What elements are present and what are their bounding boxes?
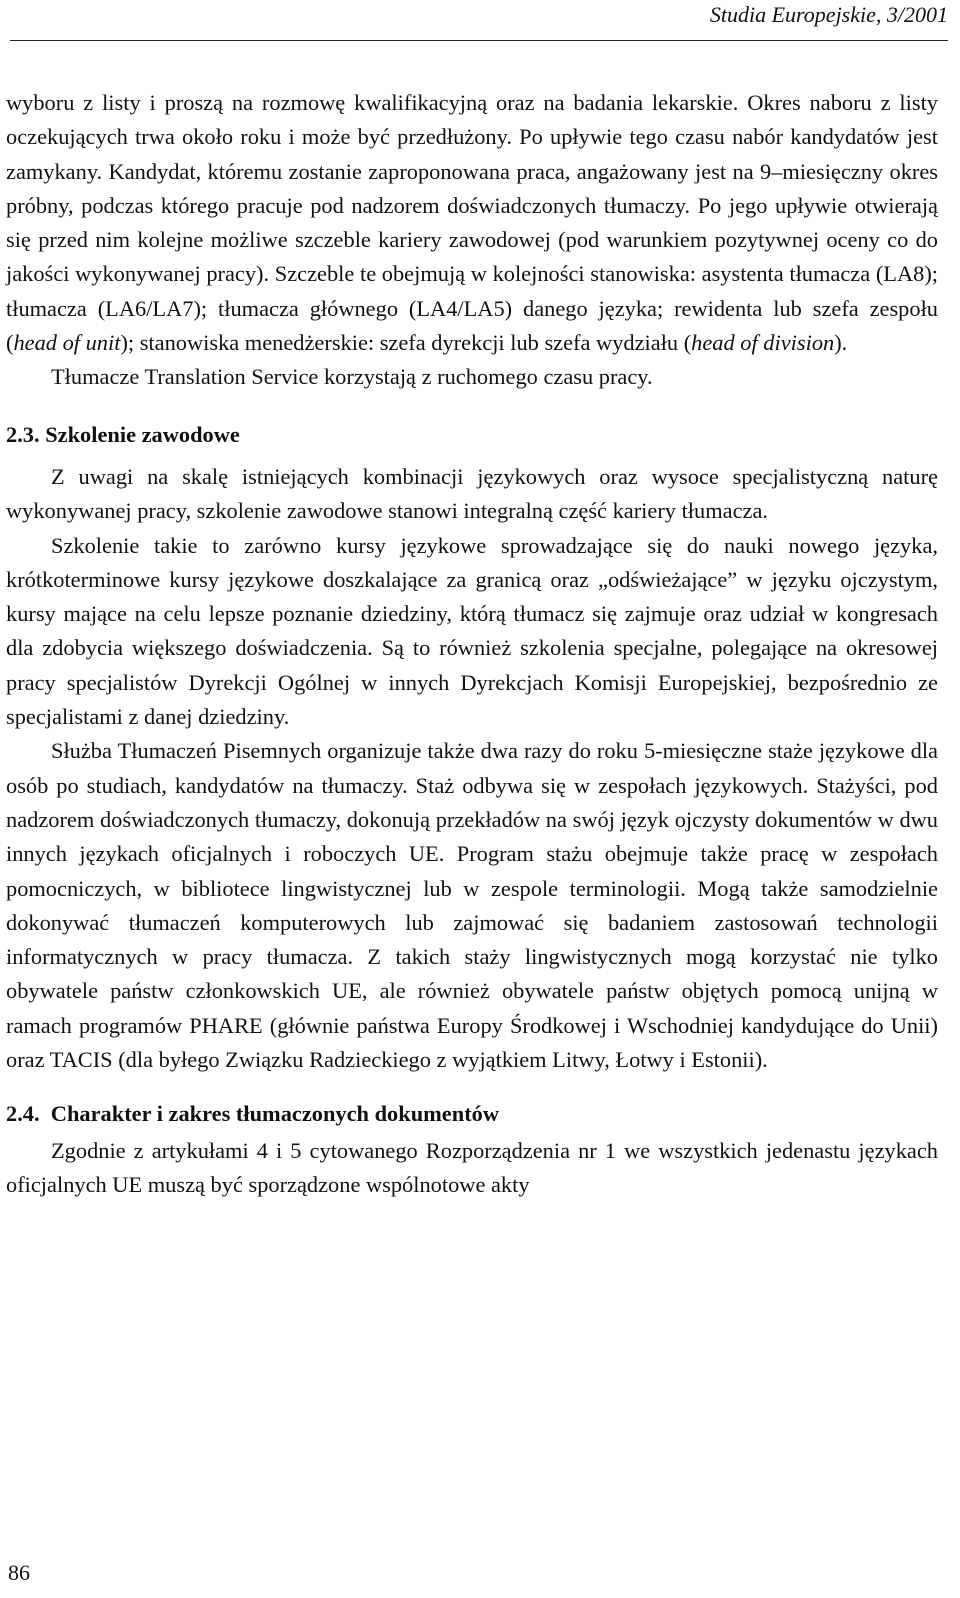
italic-term: head of division [691, 330, 835, 356]
running-header [10, 0, 948, 41]
section-number: 2.4. [6, 1101, 40, 1127]
paragraph-text: ). [834, 330, 848, 356]
paragraph-training-intro: Z uwagi na skalę istniejących kombinacji językowych oraz wysoce specjalistyczną naturę wykonywanej pracy, szkolenie zawodowe stanowi integralną część kariery tłumacza. [6, 463, 938, 524]
paragraph-training-types: Szkolenie takie to zarówno kursy językowe sprowadzające się do nauki nowego języka, krótkoterminowe kursy językowe doszkalające za granicą oraz „odświeżające” w języku ojczystym, kursy mające na celu lepsze poznanie dziedziny, którą tłumacz się zajmuje oraz udział w kongresach dla zdobycia większego doświadczenia. Są to również szkolenia specjalne, polegające na okresowej pracy specjalistów Dyrekcji Ogólnej w innych Dyrekcjach Komisji Europejskiej, bezpośrednio ze specjalistami z danej dziedziny. [6, 532, 938, 730]
section-heading-2-3 [6, 418, 938, 452]
paragraph-documents: Zgodnie z artykułami 4 i 5 cytowanego Rozporządzenia nr 1 we wszystkich jedenastu językach oficjalnych UE muszą być sporządzone wspólnotowe akty [6, 1137, 938, 1197]
paragraph-internships: Służba Tłumaczeń Pisemnych organizuje także dwa razy do roku 5-miesięczne staże językowe dla osób po studiach, kandydatów na tłumaczy. Staż odbywa się w zespołach językowych. Stażyści, pod nadzorem doświadczonych tłumaczy, dokonują przekładów na swój język ojczysty dokumentów w dwu innych językach oficjalnych i roboczych UE. Program stażu obejmuje także pracę w zespołach pomocniczych, w bibliotece lingwistycznej lub w zespole terminologii. Mogą także samodzielnie dokonywać tłumaczeń komputerowych lub zajmować się badaniem zastosowań technologii informatycznych w pracy tłumacza. Z takich staży lingwistycznych mogą korzystać nie tylko obywatele państw członkowskich UE, ale również obywatele państw objętych pomocą unijną w ramach programów PHARE (głównie państwa Europy Środkowej i Wschodniej kandydujące do Unii) oraz TACIS (dla byłego Związku Radzieckiego z wyjątkiem Litwy, Łotwy i Estonii). [6, 738, 938, 1073]
italic-term: head of unit [13, 330, 121, 356]
paragraph-text: ); stanowiska menedżerskie: szefa dyrekcji lub szefa wydziału ( [120, 330, 692, 356]
section-title: Charakter i zakres tłumaczonych dokumentów [50, 1101, 500, 1127]
paragraph-working-time: Tłumacze Translation Service korzystają z ruchomego czasu pracy. [51, 364, 653, 390]
page-number: 86 [8, 1560, 30, 1585]
article-body [6, 86, 938, 1202]
paragraph-text: wyboru z listy i proszą na rozmowę kwalifikacyjną oraz na badania lekarskie. Okres naboru z listy oczekujących trwa około roku i może być przedłużony. Po upływie tego czasu nabór kandydatów jest zamykany. Kandydat, któremu zostanie zaproponowana praca, angażowany jest na 9–miesięczny okres próbny, podczas którego pracuje pod nadzorem doświadczonych tłumaczy. Po jego upływie otwierają się przed nim kolejne możliwe szczeble kariery zawodowej (pod warunkiem pozytywnej oceny co do jakości wykonywanej pracy). Szczeble te obejmują w kolejności stanowiska: asystenta tłumacza (LA8); tłumacza (LA6/LA7); tłumacza głównego (LA4/LA5) danego języka; rewidenta lub szefa zespołu ( [6, 90, 938, 356]
journal-title: Studia Europejskie, 3/2001 [709, 2, 948, 27]
section-number: 2.3. [6, 421, 40, 447]
section-heading-2-4 [6, 1097, 938, 1131]
paragraph-career [6, 86, 938, 360]
section-title: Szkolenie zawodowe [45, 421, 240, 447]
